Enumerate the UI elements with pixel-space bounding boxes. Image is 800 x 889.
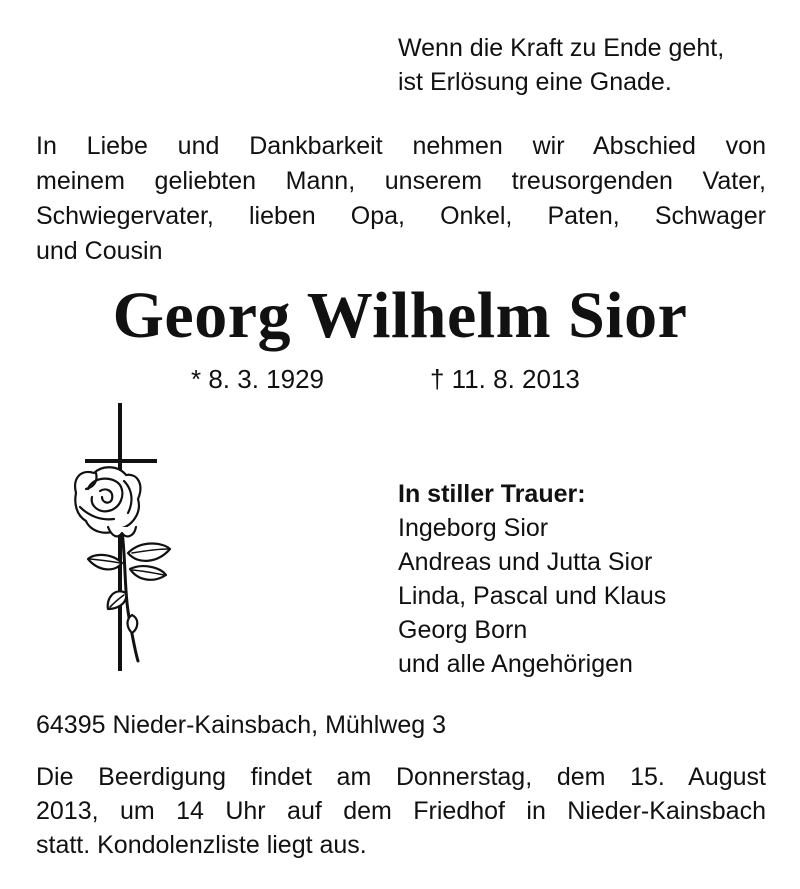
intro-line: und Cousin [36,237,163,265]
motto [398,31,724,99]
motto-line: Wenn die Kraft zu Ende geht, [398,34,725,62]
funeral-notice [36,760,766,862]
mourners-block [398,477,666,681]
mourner-name: Georg Born [398,616,528,644]
cross-icon [85,403,157,671]
mourner-name: Ingeborg Sior [398,514,549,542]
birth-date: * 8. 3. 1929 [191,364,324,394]
address: 64395 Nieder-Kainsbach, Mühlweg 3 [36,711,446,739]
motto-line: ist Erlösung eine Gnade. [398,68,672,96]
death-date: † 11. 8. 2013 [430,364,580,394]
mourner-name: Linda, Pascal und Klaus [398,582,667,610]
intro-line: Schwiegervater, lieben Opa, Onkel, Paten, Schwager [36,202,766,230]
mourner-name: Andreas und Jutta Sior [398,548,653,576]
funeral-line: Die Beerdigung findet am Donnerstag, dem 15. August [36,763,766,791]
intro-line: In Liebe und Dankbarkeit nehmen wir Abschied von [36,132,766,160]
rose-icon [75,467,170,661]
intro-line: meinem geliebten Mann, unserem treusorgenden Vater, [36,167,766,195]
funeral-line: statt. Kondolenzliste liegt aus. [36,831,367,859]
mourner-name: und alle Angehörigen [398,650,633,678]
mourners-heading: In stiller Trauer: [398,480,586,508]
deceased-name: Georg Wilhelm Sior [112,279,688,352]
funeral-line: 2013, um 14 Uhr auf dem Friedhof in Nieder-Kainsbach [36,797,766,825]
cross-with-rose-emblem [72,403,182,673]
intro-text [36,129,766,269]
